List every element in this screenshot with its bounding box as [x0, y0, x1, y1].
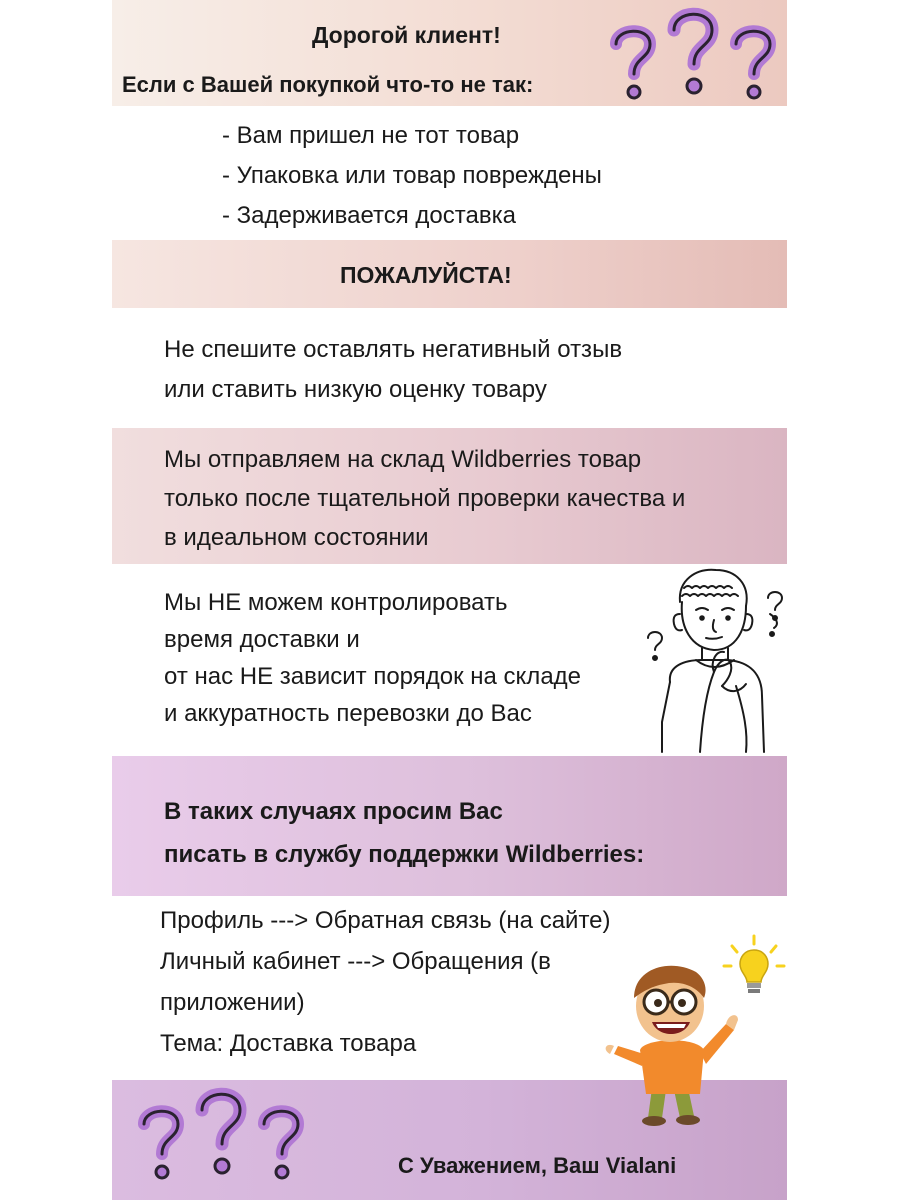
signature-text: С Уважением, Ваш Vialani	[398, 1153, 677, 1178]
support-paths-text: Профиль ---> Обратная связь (на сайте) Личный кабинет ---> Обращения (в приложении) Тема: Доставка товара	[160, 907, 611, 1057]
question-marks-icon	[132, 1080, 322, 1186]
list-item: - Задерживается доставка	[222, 202, 516, 229]
list-item: - Упаковка или товар повреждены	[222, 162, 602, 189]
thinking-man-icon	[640, 562, 790, 754]
delivery-note-text: Мы НЕ можем контролировать время доставки и от нас НЕ зависит порядок на складе и аккуратность перевозки до Вас	[164, 589, 582, 727]
quality-note-text: Мы отправляем на склад Wildberries товар только после тщательной проверки качества и в идеальном состоянии	[164, 446, 686, 551]
problem-list	[222, 116, 602, 236]
greeting-heading: Дорогой клиент!	[312, 22, 501, 48]
intro-heading: Если с Вашей покупкой что-то не так:	[122, 72, 534, 97]
happy-kid-icon	[600, 958, 760, 1126]
list-item: - Вам пришел не тот товар	[222, 122, 520, 149]
question-marks-icon	[600, 4, 790, 104]
support-call-text: В таких случаях просим Вас писать в службу поддержки Wildberries:	[164, 798, 645, 868]
please-heading: ПОЖАЛУЙСТА!	[340, 262, 512, 288]
review-request-text: Не спешите оставлять негативный отзыв или ставить низкую оценку товару	[164, 336, 623, 403]
